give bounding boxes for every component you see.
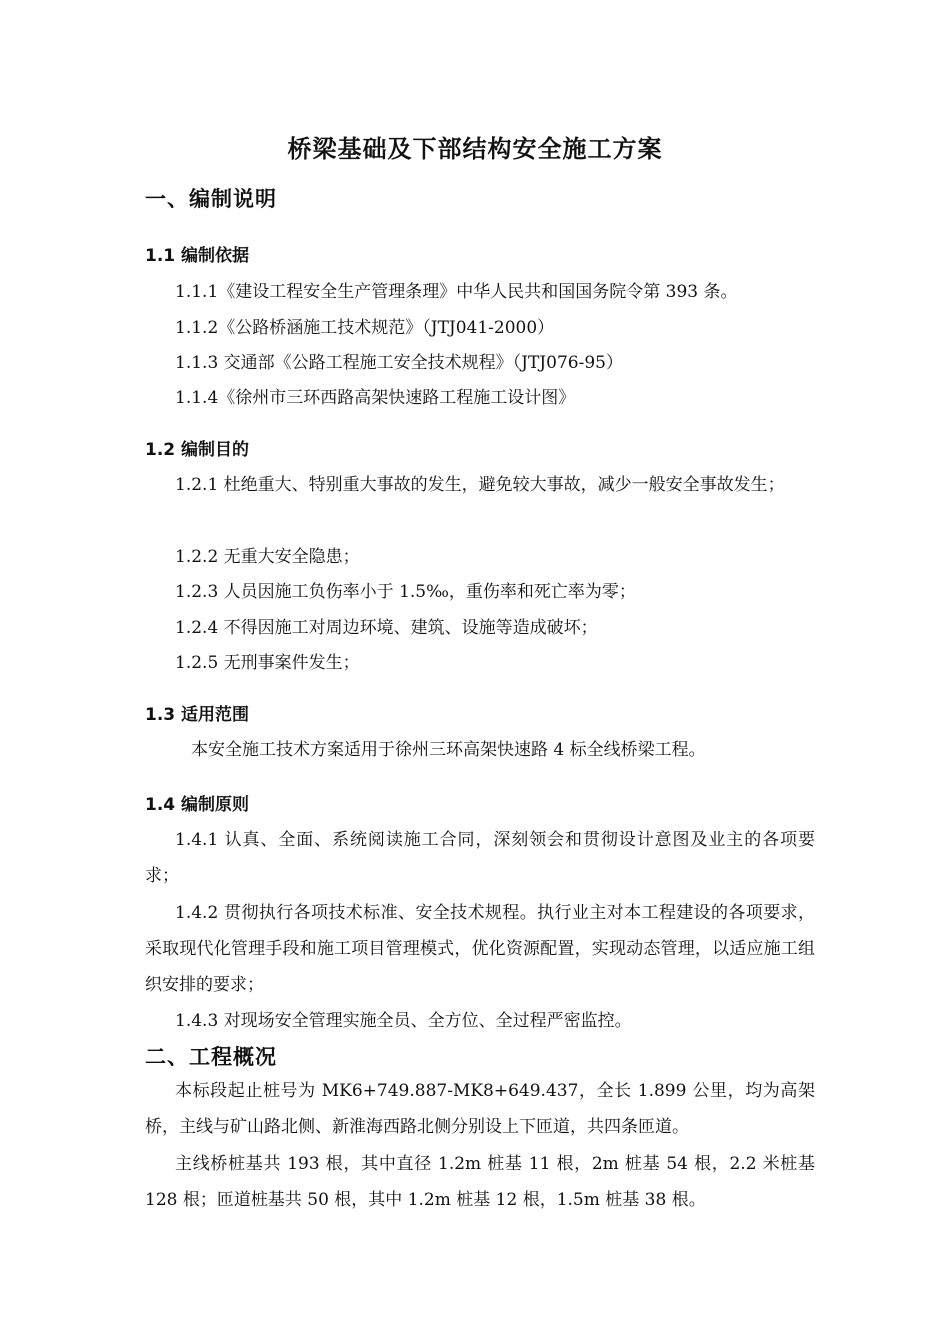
list-item: 1.2.4 不得因施工对周边环境、建筑、设施等造成破坏； (175, 618, 598, 638)
paragraph: 本标段起止桩号为 MK6+749.887-MK8+649.437，全长 1.899 公里，均为高架桥，主线与矿山路北侧、新淮海西路北侧分别设上下匝道，共四条匝道。 (145, 1081, 815, 1137)
list-item: 1.2.2 无重大安全隐患； (175, 547, 360, 567)
list-item: 1.4.3 对现场安全管理实施全员、全方位、全过程严密监控。 (175, 1011, 632, 1031)
list-item: 1.4.1 认真、全面、系统阅读施工合同，深刻领会和贯彻设计意图及业主的各项要求； (145, 830, 815, 886)
list-item: 1.2.1 杜绝重大、特别重大事故的发生，避免较大事故，减少一般安全事故发生； (175, 475, 785, 495)
list-item: 1.2.5 无刑事案件发生； (175, 653, 360, 673)
document-title: 桥梁基础及下部结构安全施工方案 (287, 135, 663, 163)
list-item: 1.4.2 贯彻执行各项技术标准、安全技术规程。执行业主对本工程建设的各项要求，采取现代化管理手段和施工项目管理模式，优化资源配置，实现动态管理，以适应施工组织安排的要求； (145, 903, 815, 995)
subsection-heading-1-3: 1.3 适用范围 (145, 705, 250, 725)
list-item: 1.1.2《公路桥涵施工技术规范》（JTJ041-2000） (175, 318, 555, 338)
paragraph: 主线桥桩基共 193 根，其中直径 1.2m 桩基 11 根，2m 桩基 54 根，2.2 米桩基 128 根；匝道桩基共 50 根，其中 1.2m 桩基 12 根，1.5m 桩基 38 根。 (145, 1154, 815, 1210)
list-item: 1.1.1《建设工程安全生产管理条理》中华人民共和国国务院令第 393 条。 (175, 282, 738, 302)
section-heading-2: 二、工程概况 (145, 1045, 277, 1069)
subsection-heading-1-4: 1.4 编制原则 (145, 795, 250, 815)
list-item: 1.1.4《徐州市三环西路高架快速路工程施工设计图》 (175, 388, 576, 408)
section-heading-1: 一、编制说明 (145, 187, 277, 211)
subsection-heading-1-1: 1.1 编制依据 (145, 246, 250, 266)
list-item: 1.2.3 人员因施工负伤率小于 1.5‰，重伤率和死亡率为零； (175, 582, 636, 602)
list-item: 1.1.3 交通部《公路工程施工安全技术规程》（JTJ076-95） (175, 353, 623, 373)
subsection-heading-1-2: 1.2 编制目的 (145, 440, 250, 460)
paragraph: 本安全施工技术方案适用于徐州三环高架快速路 4 标全线桥梁工程。 (191, 740, 706, 760)
